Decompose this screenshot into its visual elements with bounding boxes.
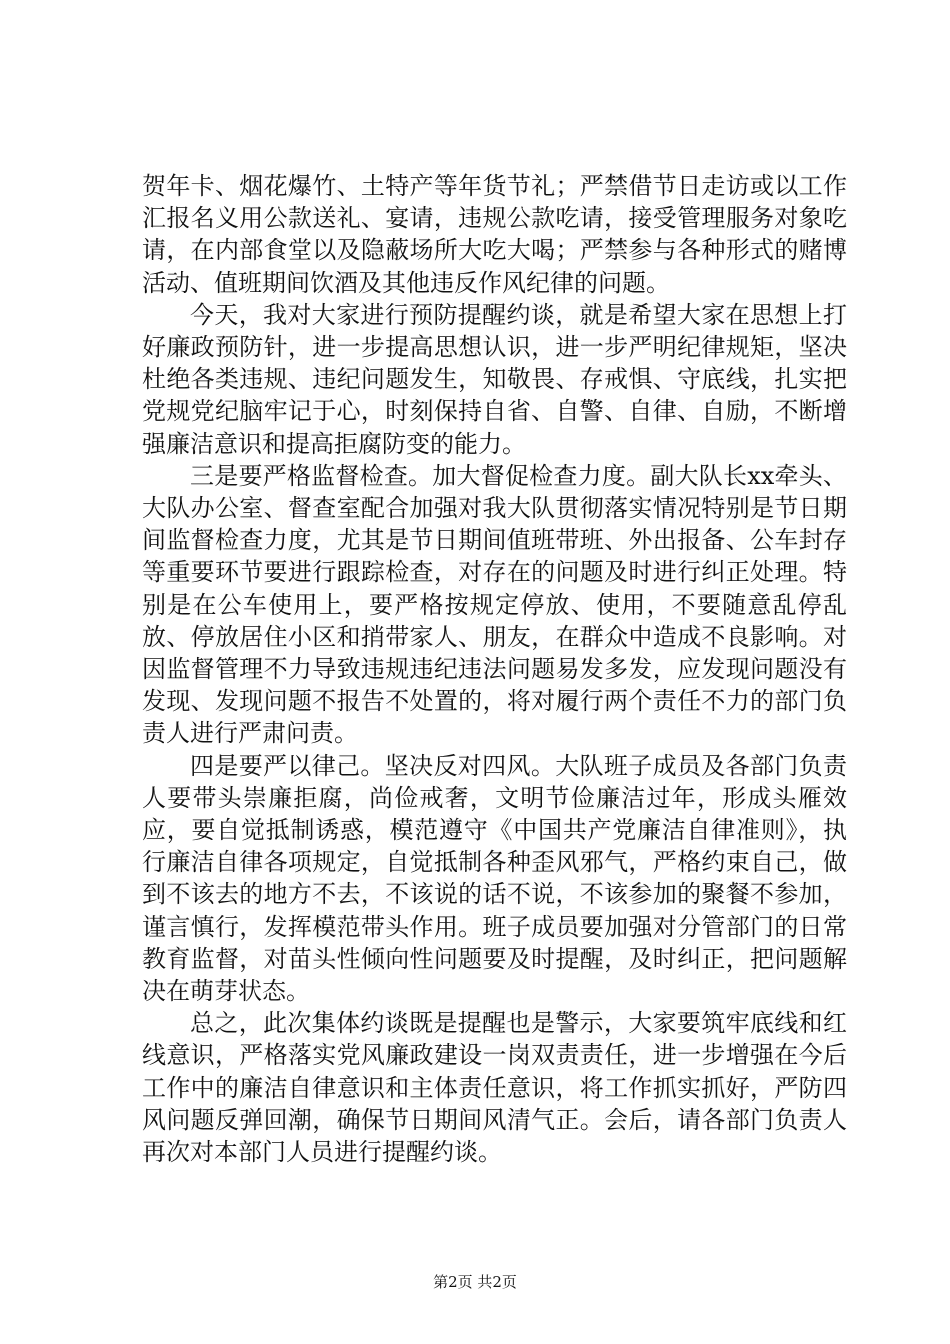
page-number: 第2页 共2页 — [433, 1273, 517, 1291]
document-body — [142, 170, 847, 1168]
paragraph-1: 贺年卡、烟花爆竹、土特产等年货节礼；严禁借节日走访或以工作汇报名义用公款送礼、宴请，违规公款吃请，接受管理服务对象吃请，在内部食堂以及隐蔽场所大吃大喝；严禁参与各种形式的赌博活动、值班期间饮酒及其他违反作风纪律的问题。 — [142, 172, 847, 297]
paragraph-5: 总之，此次集体约谈既是提醒也是警示，大家要筑牢底线和红线意识，严格落实党风廉政建设一岗双责责任，进一步增强在今后工作中的廉洁自律意识和主体责任意识，将工作抓实抓好，严防四风问题反弹回潮，确保节日期间风清气正。会后，请各部门负责人再次对本部门人员进行提醒约谈。 — [142, 1009, 847, 1167]
paragraph-3: 三是要严格监督检查。加大督促检查力度。副大队长xx牵头、大队办公室、督查室配合加强对我大队贯彻落实情况特别是节日期间监督检查力度，尤其是节日期间值班带班、外出报备、公车封存等重要环节要进行跟踪检查，对存在的问题及时进行纠正处理。特别是在公车使用上，要严格按规定停放、使用，不要随意乱停乱放、停放居住小区和捎带家人、朋友，在群众中造成不良影响。对因监督管理不力导致违规违纪违法问题易发多发，应发现问题没有发现、发现问题不报告不处置的，将对履行两个责任不力的部门负责人进行严肃问责。 — [142, 461, 847, 748]
paragraph-4: 四是要严以律己。坚决反对四风。大队班子成员及各部门负责人要带头崇廉拒腐，尚俭戒奢，文明节俭廉洁过年，形成头雁效应，要自觉抵制诱惑，模范遵守《中国共产党廉洁自律准则》，执行廉洁自律各项规定，自觉抵制各种歪风邪气，严格约束自己，做到不该去的地方不去，不该说的话不说，不该参加的聚餐不参加，谨言慎行，发挥模范带头作用。班子成员要加强对分管部门的日常教育监督，对苗头性倾向性问题要及时提醒，及时纠正，把问题解决在萌芽状态。 — [142, 751, 847, 1006]
paragraph-2: 今天，我对大家进行预防提醒约谈，就是希望大家在思想上打好廉政预防针，进一步提高思想认识，进一步严明纪律规矩，坚决杜绝各类违规、违纪问题发生，知敬畏、存戒惧、守底线，扎实把党规党纪脑牢记于心，时刻保持自省、自警、自律、自励，不断增强廉洁意识和提高拒腐防变的能力。 — [142, 300, 847, 458]
